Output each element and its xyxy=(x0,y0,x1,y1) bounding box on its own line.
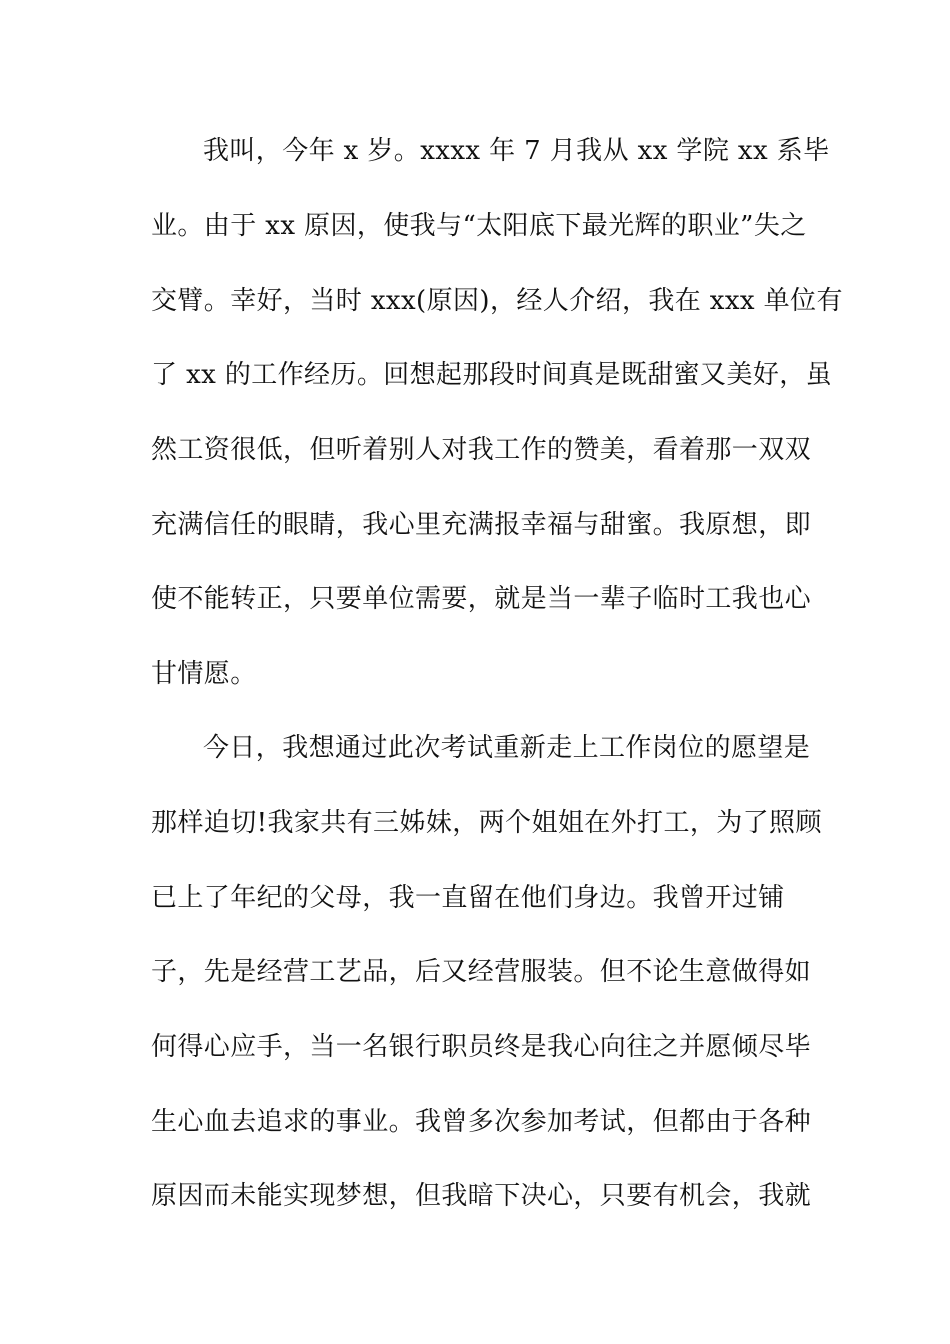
text-line: 今日，我想通过此次考试重新走上工作岗位的愿望是 xyxy=(203,733,811,763)
text-line: 业。由于 xx 原因，使我与“太阳底下最光辉的职业”失之 xyxy=(151,211,807,241)
text-line: 生心血去追求的事业。我曾多次参加考试，但都由于各种 xyxy=(151,1107,812,1137)
text-line: 子，先是经营工艺品，后又经营服装。但不论生意做得如 xyxy=(151,957,812,987)
text-line: 了 xx 的工作经历。回想起那段时间真是既甜蜜又美好，虽 xyxy=(151,360,833,390)
text-line: 交臂。幸好，当时 xxx(原因)，经人介绍，我在 xxx 单位有 xyxy=(151,286,843,316)
text-line: 使不能转正，只要单位需要，就是当一辈子临时工我也心 xyxy=(151,584,812,614)
text-line: 已上了年纪的父母，我一直留在他们身边。我曾开过铺 xyxy=(151,883,785,913)
text-line: 那样迫切!我家共有三姊妹，两个姐姐在外打工，为了照顾 xyxy=(151,808,822,838)
text-line: 何得心应手，当一名银行职员终是我心向往之并愿倾尽毕 xyxy=(151,1032,812,1062)
text-line: 甘情愿。 xyxy=(151,659,257,689)
text-line: 我叫，今年 x 岁。xxxx 年 7 月我从 xx 学院 xx 系毕 xyxy=(203,136,830,166)
text-line: 充满信任的眼睛，我心里充满报幸福与甜蜜。我原想，即 xyxy=(151,510,812,540)
text-line: 然工资很低，但听着别人对我工作的赞美，看着那一双双 xyxy=(151,435,812,465)
text-line: 原因而未能实现梦想，但我暗下决心，只要有机会，我就 xyxy=(151,1181,812,1211)
